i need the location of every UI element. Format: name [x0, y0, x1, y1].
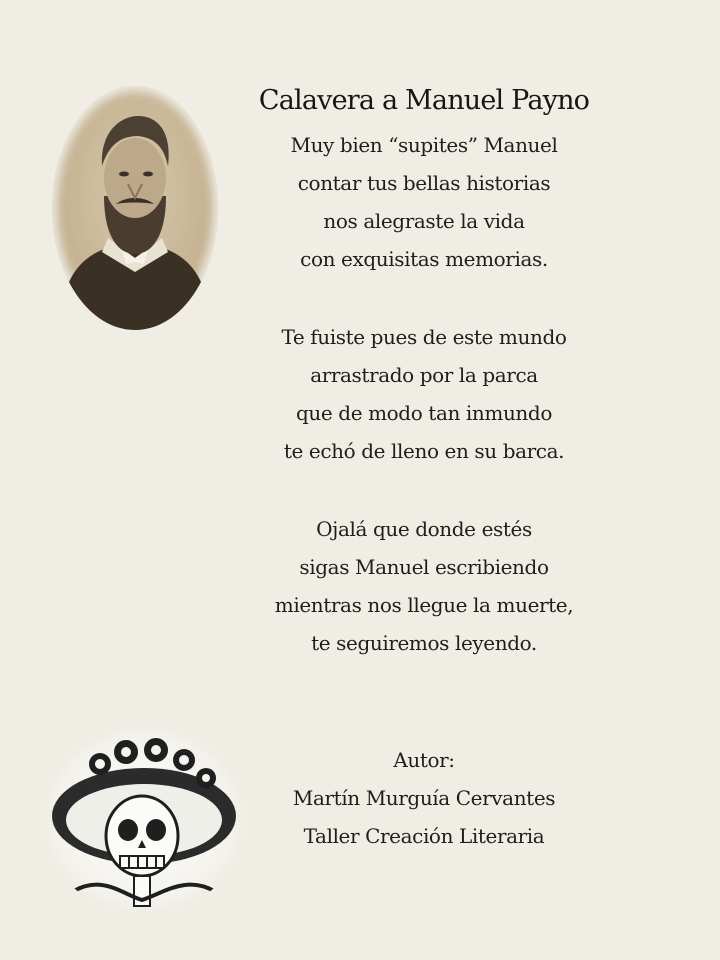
poem-line: arrastrado por la parca [310, 363, 538, 387]
catrina-skull-icon [42, 724, 246, 914]
poem-line: mientras nos llegue la muerte, [274, 593, 574, 617]
man-portrait-icon [52, 86, 218, 330]
poem-line: Ojalá que donde estés [316, 517, 532, 541]
stanza-2 [250, 318, 598, 470]
poem-line: te echó de lleno en su barca. [283, 439, 565, 463]
poem-title: Calavera a Manuel Payno [258, 85, 590, 116]
author-name: Martín Murguía Cervantes [292, 786, 556, 810]
poem-line: con exquisitas memorias. [300, 247, 548, 271]
poem-line: Te fuiste pues de este mundo [281, 325, 567, 349]
poem-line: nos alegraste la vida [323, 209, 525, 233]
stanza-1 [250, 126, 598, 278]
portrait-image [52, 86, 218, 330]
author-label: Autor: [393, 748, 455, 772]
author-group: Taller Creación Literaria [303, 824, 545, 848]
poem-line: sigas Manuel escribiendo [299, 555, 549, 579]
author-credits [250, 741, 598, 855]
poem-line: contar tus bellas historias [297, 171, 551, 195]
poem-line: te seguiremos leyendo. [311, 631, 537, 655]
catrina-image [42, 724, 246, 914]
poem-line: que de modo tan inmundo [296, 401, 552, 425]
poem-line: Muy bien “supites” Manuel [290, 133, 558, 157]
stanza-3 [250, 510, 598, 662]
